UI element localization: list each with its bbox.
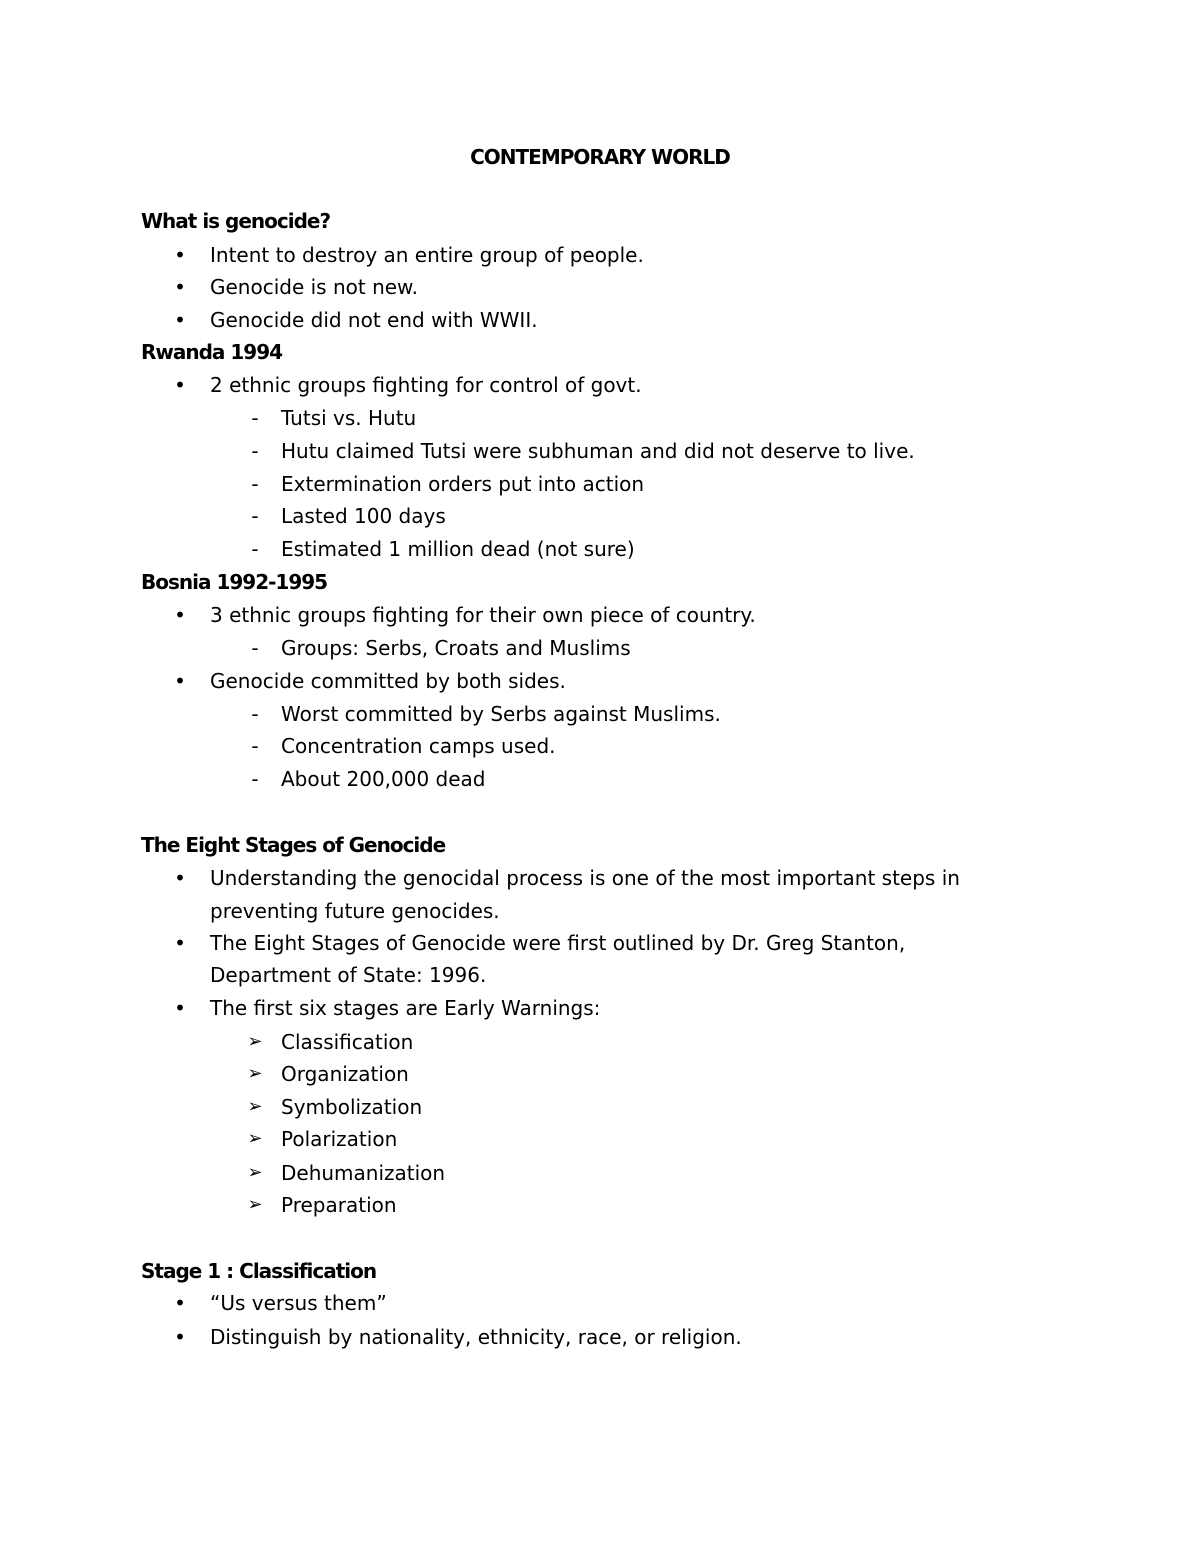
dash-icon: - <box>251 406 259 430</box>
bullet-icon: • <box>174 669 186 693</box>
bullet-icon: • <box>174 866 186 890</box>
dash-icon: - <box>251 767 259 791</box>
list-item-text: Symbolization <box>281 1095 423 1119</box>
document-title: CONTEMPORARY WORLD <box>470 145 730 169</box>
list-item-text: About 200,000 dead <box>281 767 486 791</box>
dash-icon: - <box>251 504 259 528</box>
list-item-text: Groups: Serbs, Croats and Muslims <box>281 636 631 660</box>
list-item-text: Extermination orders put into action <box>281 472 645 496</box>
list-item-text: Dehumanization <box>281 1161 446 1185</box>
bullet-icon: • <box>174 308 186 332</box>
bullet-icon: • <box>174 996 186 1020</box>
list-item-text: Genocide did not end with WWII. <box>210 308 538 332</box>
list-item-text: Lasted 100 days <box>281 504 446 528</box>
list-item-text: Worst committed by Serbs against Muslims. <box>281 702 721 726</box>
list-item-text: 3 ethnic groups fighting for their own piece of country. <box>210 603 756 627</box>
bullet-icon: • <box>174 1325 186 1349</box>
arrow-bullet-icon: ➢ <box>247 1063 263 1084</box>
bullet-icon: • <box>174 373 186 397</box>
dash-icon: - <box>251 439 259 463</box>
arrow-bullet-icon: ➢ <box>247 1194 263 1215</box>
list-item-text: The first six stages are Early Warnings: <box>210 996 601 1020</box>
list-item-text: The Eight Stages of Genocide were first outlined by Dr. Greg Stanton, <box>210 931 906 955</box>
bullet-icon: • <box>174 243 186 267</box>
list-item-text: Hutu claimed Tutsi were subhuman and did not deserve to live. <box>281 439 915 463</box>
list-item-text: Department of State: 1996. <box>210 963 487 987</box>
list-item-text: Concentration camps used. <box>281 734 556 758</box>
list-item-text: Distinguish by nationality, ethnicity, race, or religion. <box>210 1325 742 1349</box>
arrow-bullet-icon: ➢ <box>247 1096 263 1117</box>
section-heading-stage-1: Stage 1 : Classification <box>141 1259 377 1283</box>
list-item-text: Intent to destroy an entire group of people. <box>210 243 644 267</box>
dash-icon: - <box>251 702 259 726</box>
dash-icon: - <box>251 537 259 561</box>
list-item-text: Understanding the genocidal process is one of the most important steps in <box>210 866 960 890</box>
list-item-text: Tutsi vs. Hutu <box>281 406 417 430</box>
arrow-bullet-icon: ➢ <box>247 1031 263 1052</box>
list-item-text: “Us versus them” <box>210 1291 387 1315</box>
bullet-icon: • <box>174 603 186 627</box>
section-heading-rwanda: Rwanda 1994 <box>141 340 283 364</box>
list-item-text: Genocide is not new. <box>210 275 418 299</box>
dash-icon: - <box>251 734 259 758</box>
arrow-bullet-icon: ➢ <box>247 1162 263 1183</box>
dash-icon: - <box>251 636 259 660</box>
arrow-bullet-icon: ➢ <box>247 1128 263 1149</box>
list-item-text: Classification <box>281 1030 414 1054</box>
section-heading-what-is-genocide: What is genocide? <box>141 209 331 233</box>
bullet-icon: • <box>174 275 186 299</box>
list-item-text: 2 ethnic groups fighting for control of govt. <box>210 373 642 397</box>
list-item-text: Genocide committed by both sides. <box>210 669 566 693</box>
list-item-text: Polarization <box>281 1127 398 1151</box>
list-item-text: Organization <box>281 1062 409 1086</box>
list-item-text: preventing future genocides. <box>210 899 500 923</box>
list-item-text: Estimated 1 million dead (not sure) <box>281 537 635 561</box>
section-heading-bosnia: Bosnia 1992-1995 <box>141 570 328 594</box>
list-item-text: Preparation <box>281 1193 397 1217</box>
dash-icon: - <box>251 472 259 496</box>
section-heading-eight-stages: The Eight Stages of Genocide <box>141 833 446 857</box>
bullet-icon: • <box>174 1291 186 1315</box>
bullet-icon: • <box>174 931 186 955</box>
